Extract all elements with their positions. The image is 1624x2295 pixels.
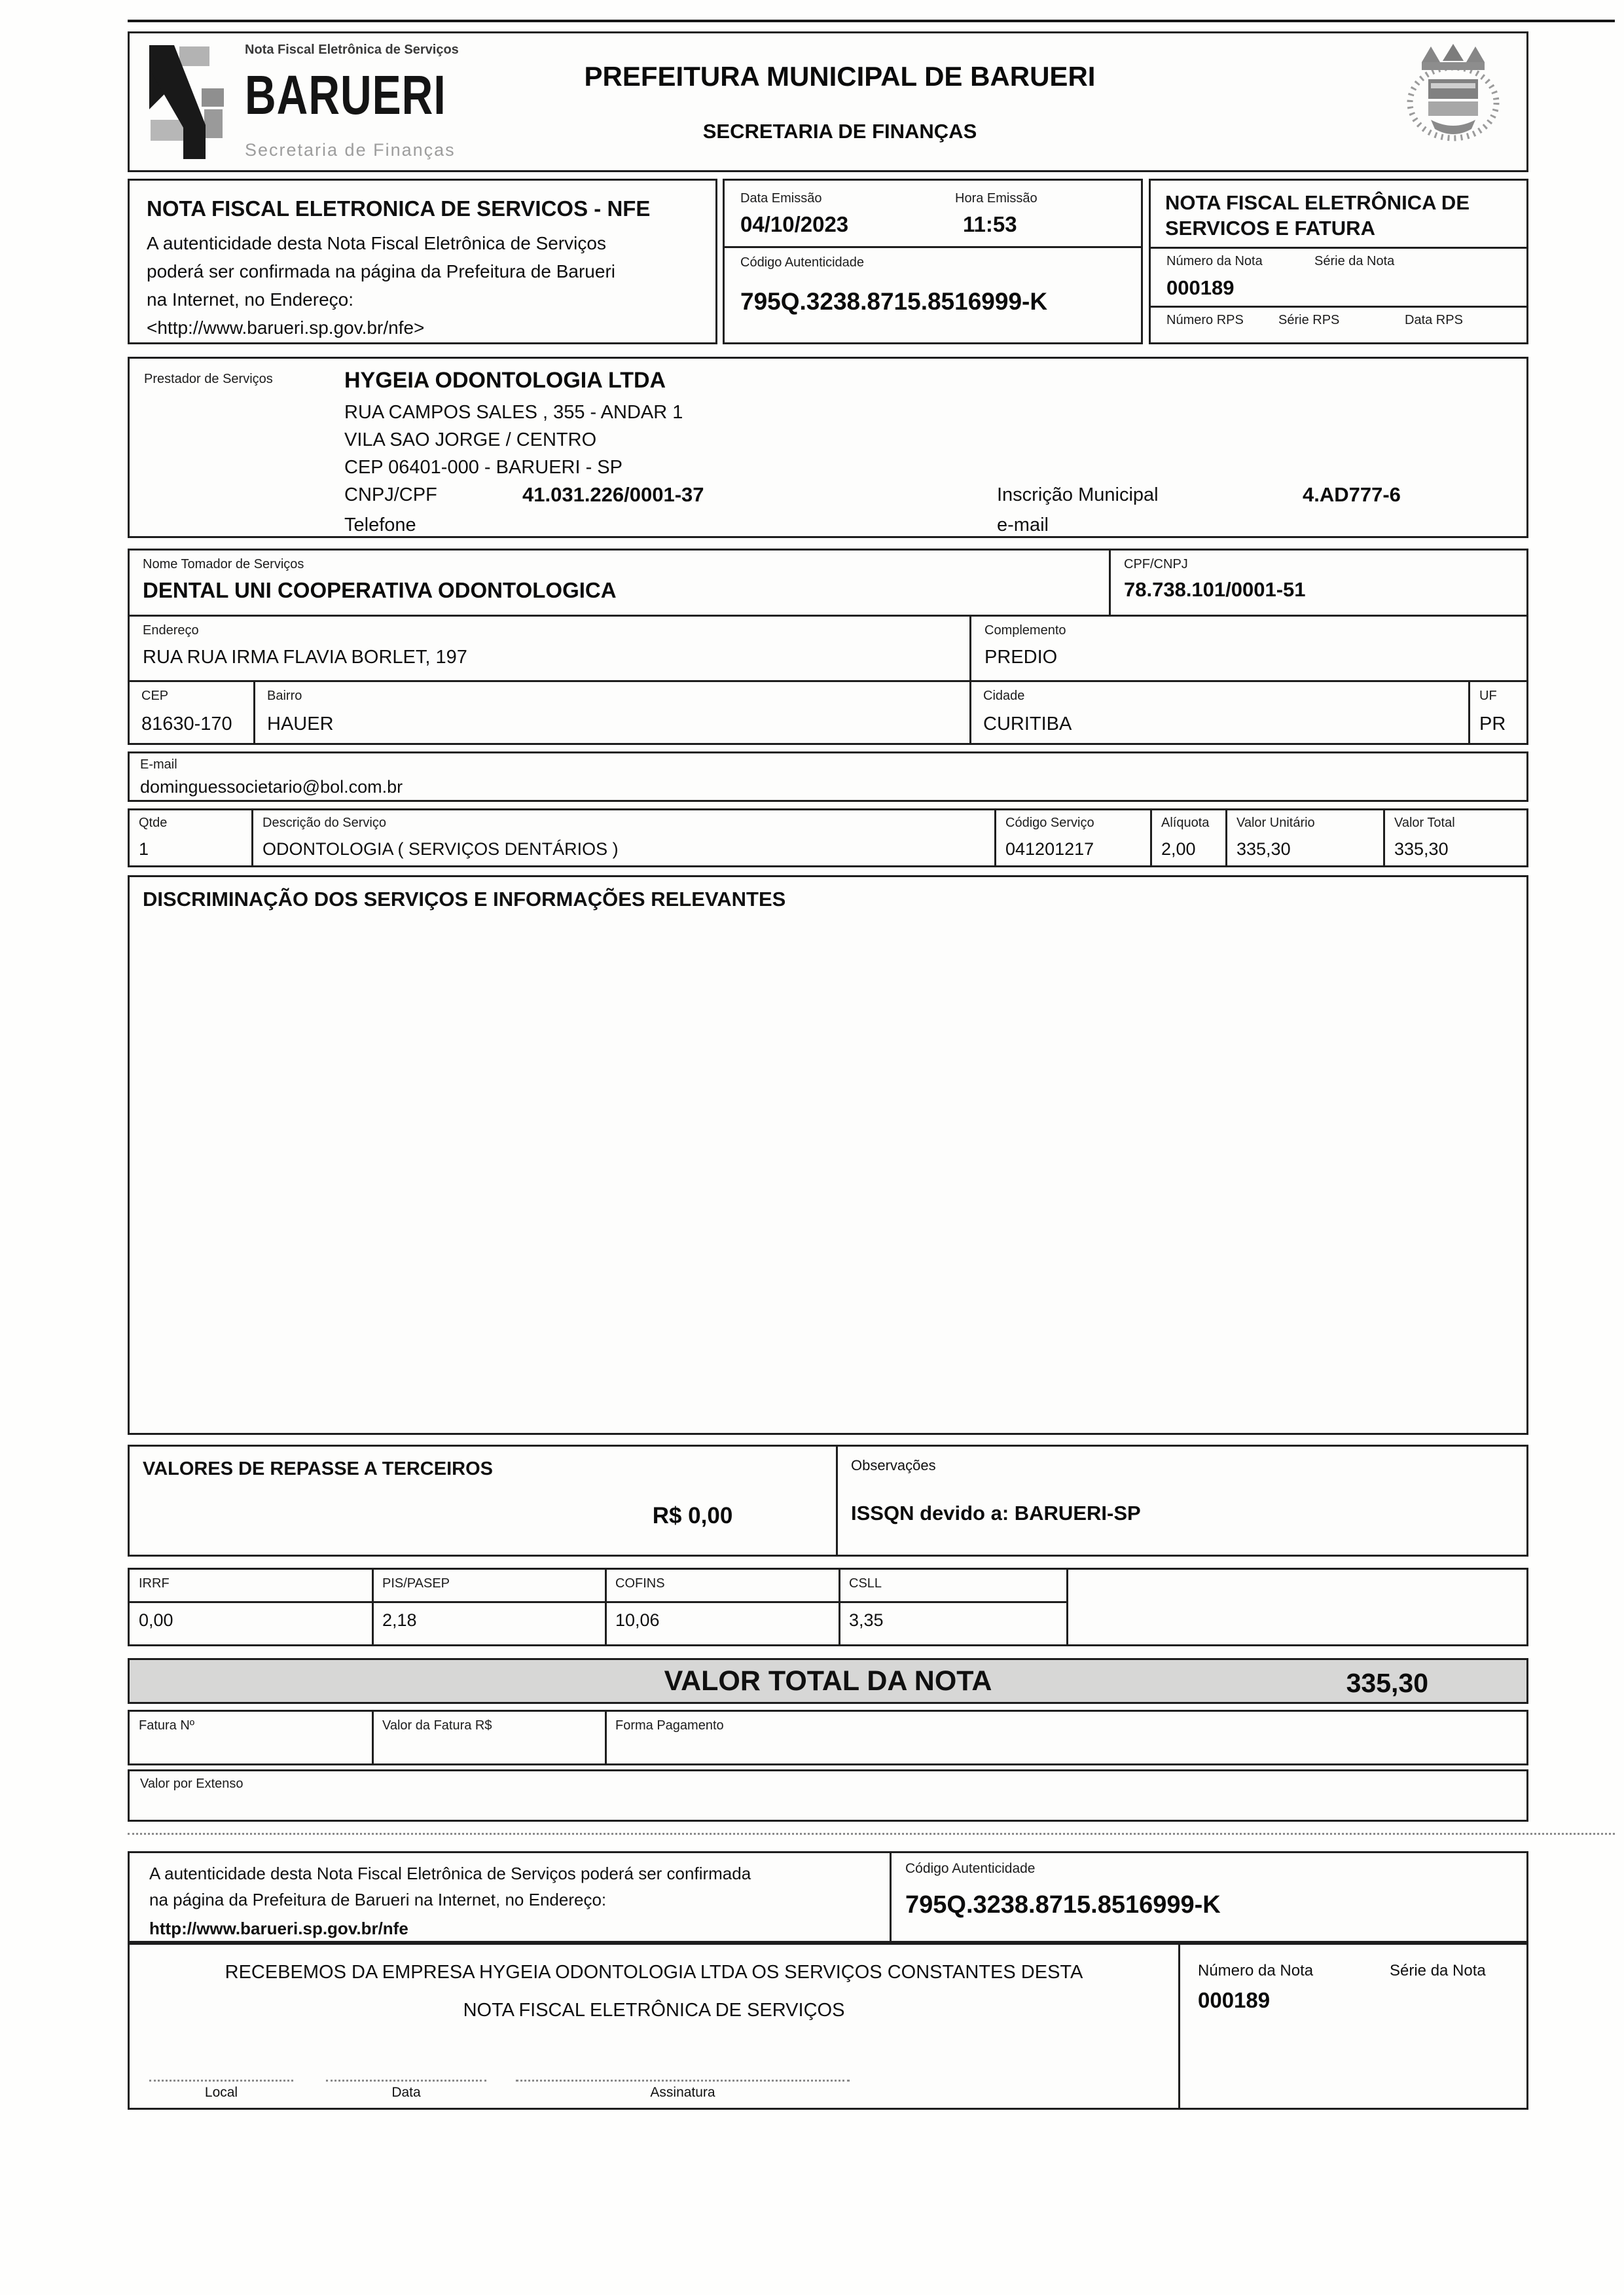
fatura-valor-label: Valor da Fatura R$	[382, 1718, 492, 1733]
tomador-endereco-cell	[130, 617, 971, 680]
tomador-uf-value: PR	[1479, 714, 1506, 734]
service-qtde-cell	[130, 810, 251, 865]
signature-data-label: Data	[391, 2085, 421, 2100]
service-valor-unitario-cell	[1225, 810, 1385, 865]
fatura-divider-1	[372, 1712, 374, 1763]
cofins-label: COFINS	[615, 1576, 665, 1591]
tomador-box	[128, 549, 1528, 745]
service-codigo-value: 041201217	[1005, 839, 1094, 859]
signature-line-assinatura	[516, 2080, 850, 2082]
codigo-autenticidade-label: Código Autenticidade	[740, 255, 865, 270]
numero-nota-value: 000189	[1166, 276, 1235, 299]
logo-name: BARUERI	[245, 63, 446, 126]
signature-assinatura-label: Assinatura	[650, 2085, 715, 2100]
data-emissao-label: Data Emissão	[740, 191, 822, 206]
irrf-label: IRRF	[139, 1576, 170, 1591]
service-descricao-cell	[251, 810, 996, 865]
discriminacao-box	[128, 875, 1528, 1435]
fatura-forma-label: Forma Pagamento	[615, 1718, 724, 1733]
impostos-divider-3	[839, 1570, 840, 1644]
signature-line-local	[149, 2080, 293, 2082]
tomador-bairro-label: Bairro	[267, 689, 302, 703]
prestador-endereco-3: CEP 06401-000 - BARUERI - SP	[344, 457, 623, 478]
numero-rps-label: Número RPS	[1166, 313, 1244, 327]
csll-label: CSLL	[849, 1576, 882, 1591]
tomador-complemento-cell	[971, 617, 1526, 680]
page-title: PREFEITURA MUNICIPAL DE BARUERI	[584, 61, 1096, 92]
nota-divider-1	[1151, 247, 1526, 249]
prestador-nome: HYGEIA ODONTOLOGIA LTDA	[344, 368, 666, 393]
csll-value: 3,35	[849, 1610, 884, 1630]
data-emissao-value: 04/10/2023	[740, 212, 849, 236]
service-line-box	[128, 808, 1528, 867]
nfe-auth-text-line1: A autenticidade desta Nota Fiscal Eletrônica de Serviços	[147, 233, 606, 253]
prestador-box	[128, 357, 1528, 538]
tomador-cidade-value: CURITIBA	[983, 714, 1072, 734]
recebemos-serie-label: Série da Nota	[1390, 1962, 1486, 1979]
cofins-value: 10,06	[615, 1610, 660, 1630]
tomador-complemento-label: Complemento	[984, 623, 1066, 638]
impostos-divider-2	[605, 1570, 607, 1644]
service-aliquota-cell	[1150, 810, 1227, 865]
tomador-cpf-label: CPF/CNPJ	[1124, 557, 1188, 571]
barueri-nf-logo	[141, 40, 514, 166]
impostos-divider-4	[1066, 1570, 1068, 1644]
service-valor-total-cell	[1383, 810, 1528, 865]
service-qtde-label: Qtde	[139, 816, 168, 830]
footer-auth-box	[128, 1851, 1528, 1943]
serie-rps-label: Série RPS	[1278, 313, 1340, 327]
emission-box	[723, 179, 1143, 344]
prestador-telefone-label: Telefone	[344, 515, 416, 535]
recebemos-text-1: RECEBEMOS DA EMPRESA HYGEIA ODONTOLOGIA LTDA OS SERVIÇOS CONSTANTES DESTA	[225, 1962, 1083, 1983]
hora-emissao-value: 11:53	[963, 212, 1017, 236]
pis-label: PIS/PASEP	[382, 1576, 450, 1591]
nfe-info-box	[128, 179, 717, 344]
cut-dotted-line	[128, 1833, 1615, 1835]
coat-of-arms-icon	[1394, 40, 1512, 153]
prestador-cnpj-value: 41.031.226/0001-37	[522, 483, 704, 506]
tomador-cidade-label: Cidade	[983, 689, 1025, 703]
prestador-label: Prestador de Serviços	[144, 372, 273, 386]
tomador-email-value: dominguessocietario@bol.com.br	[140, 777, 403, 797]
pis-value: 2,18	[382, 1610, 417, 1630]
valor-extenso-box	[128, 1769, 1528, 1822]
tomador-nome-label: Nome Tomador de Serviços	[143, 557, 304, 571]
data-rps-label: Data RPS	[1405, 313, 1463, 327]
repasse-label: VALORES DE REPASSE A TERCEIROS	[143, 1458, 493, 1479]
service-descricao-value: ODONTOLOGIA ( SERVIÇOS DENTÁRIOS )	[262, 839, 619, 859]
tomador-bairro-value: HAUER	[267, 714, 334, 734]
valor-total-label: VALOR TOTAL DA NOTA	[664, 1665, 992, 1697]
valor-total-box	[128, 1658, 1528, 1704]
footer-auth-divider	[890, 1853, 892, 1941]
recebemos-box	[128, 1943, 1528, 2110]
tomador-cep-cell	[130, 682, 255, 743]
prestador-endereco-1: RUA CAMPOS SALES , 355 - ANDAR 1	[344, 402, 683, 423]
impostos-divider-1	[372, 1570, 374, 1644]
service-aliquota-value: 2,00	[1161, 839, 1196, 859]
tomador-endereco-value: RUA RUA IRMA FLAVIA BORLET, 197	[143, 647, 467, 668]
tomador-cep-label: CEP	[141, 689, 169, 703]
service-valor-total-value: 335,30	[1394, 839, 1449, 859]
impostos-box	[128, 1568, 1528, 1646]
service-aliquota-label: Alíquota	[1161, 816, 1210, 830]
tomador-cidade-cell	[971, 682, 1470, 743]
prestador-cnpj-label: CNPJ/CPF	[344, 484, 437, 505]
tomador-nome-value: DENTAL UNI COOPERATIVA ODONTOLOGICA	[143, 578, 617, 602]
recebemos-numero-value: 000189	[1198, 1988, 1271, 2012]
fatura-divider-2	[605, 1712, 607, 1763]
page-subtitle: SECRETARIA DE FINANÇAS	[702, 120, 977, 143]
prestador-inscricao-value: 4.AD777-6	[1303, 483, 1401, 506]
service-valor-unitario-value: 335,30	[1236, 839, 1291, 859]
repasse-box	[128, 1445, 1528, 1557]
prestador-endereco-2: VILA SAO JORGE / CENTRO	[344, 429, 597, 450]
nota-fatura-box	[1149, 179, 1528, 344]
prestador-inscricao-label: Inscrição Municipal	[997, 484, 1159, 505]
recebemos-text-2: NOTA FISCAL ELETRÔNICA DE SERVIÇOS	[463, 2000, 845, 2021]
nota-fatura-title: NOTA FISCAL ELETRÔNICA DE SERVICOS E FATURA	[1165, 191, 1470, 240]
recebemos-divider	[1178, 1945, 1180, 2108]
numero-nota-label: Número da Nota	[1166, 254, 1263, 268]
impostos-header-divider	[130, 1601, 1066, 1603]
valor-total-value: 335,30	[1346, 1668, 1428, 1698]
prestador-email-label: e-mail	[997, 515, 1049, 535]
observacoes-value: ISSQN devido a: BARUERI-SP	[851, 1502, 1141, 1525]
nota-divider-2	[1151, 306, 1526, 308]
discriminacao-title: DISCRIMINAÇÃO DOS SERVIÇOS E INFORMAÇÕES RELEVANTES	[143, 888, 786, 911]
service-qtde-value: 1	[139, 839, 149, 859]
footer-auth-text-1: A autenticidade desta Nota Fiscal Eletrônica de Serviços poderá ser confirmada	[149, 1864, 751, 1883]
valor-extenso-label: Valor por Extenso	[140, 1777, 244, 1791]
nf-logo-mark-icon	[141, 41, 230, 162]
repasse-divider	[836, 1447, 838, 1555]
tomador-bairro-cell	[255, 682, 971, 743]
nfe-auth-text-line2: poderá ser confirmada na página da Prefeitura de Barueri	[147, 261, 615, 281]
tomador-cep-value: 81630-170	[141, 714, 232, 734]
tomador-endereco-label: Endereço	[143, 623, 199, 638]
footer-codigo-value: 795Q.3238.8715.8516999-K	[905, 1891, 1221, 1919]
tomador-email-label: E-mail	[140, 757, 177, 772]
tomador-uf-cell	[1470, 682, 1526, 743]
service-codigo-label: Código Serviço	[1005, 816, 1094, 830]
irrf-value: 0,00	[139, 1610, 173, 1630]
tomador-cpf-value: 78.738.101/0001-51	[1124, 578, 1306, 601]
recebemos-numero-label: Número da Nota	[1198, 1962, 1314, 1979]
logo-tagline: Nota Fiscal Eletrônica de Serviços	[245, 43, 459, 57]
signature-line-data	[326, 2080, 486, 2082]
tomador-uf-label: UF	[1479, 689, 1497, 703]
nfe-auth-text-line3: na Internet, no Endereço:	[147, 289, 353, 310]
repasse-valor: R$ 0,00	[652, 1503, 733, 1528]
tomador-email-box	[128, 751, 1528, 802]
hora-emissao-label: Hora Emissão	[955, 191, 1038, 206]
fatura-box	[128, 1710, 1528, 1765]
service-descricao-label: Descrição do Serviço	[262, 816, 386, 830]
logo-subtitle: Secretaria de Finanças	[245, 140, 456, 160]
nfe-title: NOTA FISCAL ELETRONICA DE SERVICOS - NFE	[147, 196, 651, 221]
fatura-numero-label: Fatura Nº	[139, 1718, 195, 1733]
serie-nota-label: Série da Nota	[1314, 254, 1395, 268]
nfe-auth-url: <http://www.barueri.sp.gov.br/nfe>	[147, 317, 425, 338]
scan-top-line	[128, 20, 1615, 22]
footer-codigo-label: Código Autenticidade	[905, 1861, 1036, 1876]
header-box	[128, 31, 1528, 172]
signature-local-label: Local	[204, 2085, 238, 2100]
tomador-complemento-value: PREDIO	[984, 647, 1058, 668]
codigo-autenticidade-value: 795Q.3238.8715.8516999-K	[740, 288, 1048, 315]
observacoes-label: Observações	[851, 1457, 936, 1473]
tomador-nome-cell	[130, 551, 1111, 615]
service-valor-unitario-label: Valor Unitário	[1236, 816, 1315, 830]
service-valor-total-label: Valor Total	[1394, 816, 1455, 830]
footer-auth-url: http://www.barueri.sp.gov.br/nfe	[149, 1919, 408, 1938]
emission-divider	[725, 246, 1141, 248]
service-codigo-cell	[994, 810, 1152, 865]
footer-auth-text-2: na página da Prefeitura de Barueri na Internet, no Endereço:	[149, 1890, 607, 1909]
tomador-cpf-cell	[1111, 551, 1526, 615]
